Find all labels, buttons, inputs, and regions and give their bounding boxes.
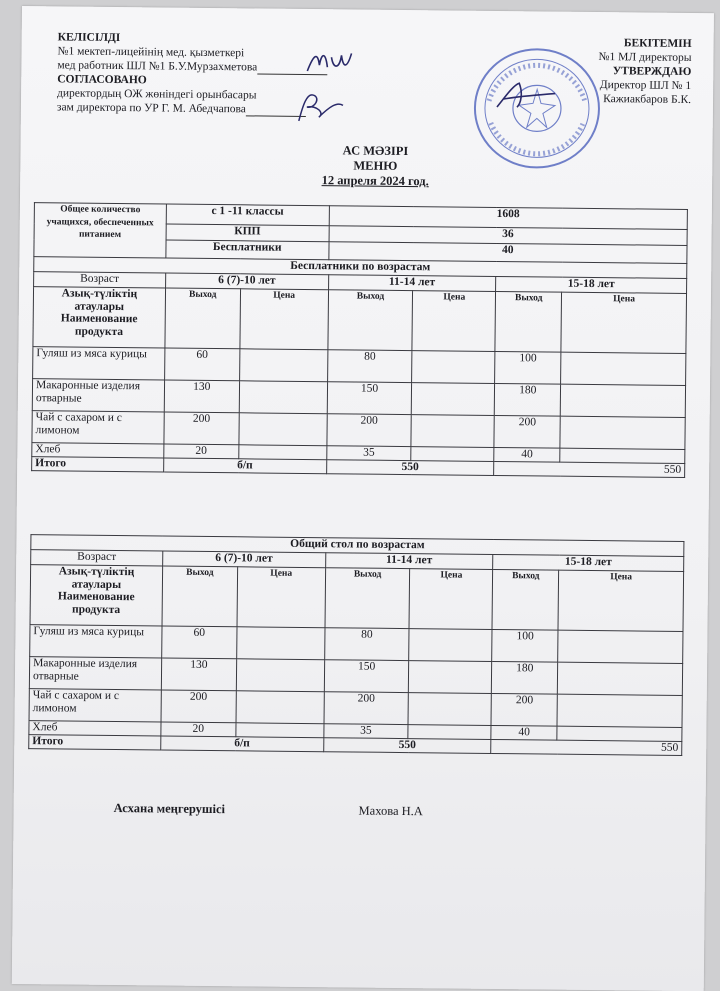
total-value: 550 [323, 738, 491, 754]
menu-title [250, 142, 500, 190]
output-value: 100 [495, 351, 561, 384]
product-name: Чай с сахаром и с лимоном [32, 411, 164, 444]
deputy-signature [293, 87, 353, 128]
age-group: 6 (7)-10 лет [163, 551, 326, 568]
output-value: 60 [162, 626, 237, 659]
med-worker-ru: мед работник ШЛ №1 Б.У.Мурзахметова [57, 58, 327, 75]
product-name: Хлеб [29, 721, 161, 736]
output-header: Выход [162, 566, 238, 627]
agreed-kz-label: КЕЛІСІЛДІ [57, 31, 121, 45]
price-header: Цена [561, 292, 686, 353]
output-value: 200 [161, 690, 236, 723]
age-label: Возраст [34, 272, 166, 288]
total-value: 550 [494, 461, 685, 477]
product-name: Макаронные изделия отварные [29, 657, 161, 690]
output-value: 100 [492, 629, 558, 662]
output-value: 35 [326, 446, 411, 461]
price-header: Цена [558, 570, 683, 631]
total-label: Итого [29, 735, 161, 750]
approve-kz-label: БЕКІТЕМІН [623, 37, 692, 51]
canteen-head-name: Махова Н.А [358, 803, 423, 819]
canteen-head-label: Асхана меңгерушісі [113, 801, 226, 817]
summary-row-label: Бесплатники [166, 240, 329, 260]
age-group: 15-18 лет [496, 276, 687, 293]
output-value: 200 [491, 693, 557, 726]
med-worker-kz: №1 мектеп-лицейінің мед. қызметкері [57, 45, 245, 60]
output-value: 130 [164, 380, 239, 413]
product-name: Макаронные изделия отварные [32, 379, 164, 412]
age-group: 6 (7)-10 лет [165, 273, 328, 290]
menu-title-kz: АС МӘЗІРІ [342, 143, 409, 159]
output-header: Выход [325, 568, 410, 629]
total-label: Итого [32, 457, 164, 472]
output-value: 20 [161, 722, 236, 737]
approve-ru-label: УТВЕРЖДАЮ [612, 65, 692, 79]
total-value: 550 [491, 739, 682, 755]
output-header: Выход [328, 290, 413, 351]
price-header: Цена [409, 569, 492, 630]
output-value: 40 [494, 447, 560, 462]
summary-row-value: 36 [329, 226, 688, 246]
total-value: б/п [161, 736, 324, 752]
agreed-ru-label: СОГЛАСОВАНО [57, 73, 147, 87]
deputy-kz: директордың ОЖ жөніндегі орынбасары [57, 87, 257, 102]
summary-label: Общее количество учащихся, обеспеченных питанием [34, 203, 166, 258]
output-value: 200 [327, 414, 412, 447]
product-name: Гуляш из мяса курицы [30, 625, 162, 658]
approval-block-left [57, 30, 328, 117]
age-group: 15-18 лет [493, 554, 684, 571]
summary-row-value: 40 [328, 242, 687, 264]
output-header: Выход [165, 288, 241, 349]
age-label: Возраст [31, 550, 163, 566]
director-ru: Директор ШЛ № 1 [599, 79, 692, 93]
output-value: 80 [327, 350, 412, 383]
document-page [12, 6, 714, 991]
product-name: Чай с сахаром и с лимоном [29, 689, 161, 722]
menu-date: 12 апреля 2024 год. [321, 173, 429, 189]
summary-row-label: с 1 -11 классы [166, 204, 329, 226]
director-kz: №1 МЛ директоры [598, 51, 692, 65]
total-value: б/п [163, 458, 326, 474]
price-header: Цена [412, 291, 495, 352]
output-value: 40 [491, 725, 557, 740]
approval-block-right [501, 35, 692, 107]
table-title: Общий стол по возрастам [31, 535, 684, 557]
table-title: Бесплатники по возрастам [34, 257, 687, 279]
age-group: 11-14 лет [325, 553, 493, 570]
total-value: 550 [326, 460, 494, 476]
product-name: Хлеб [32, 443, 164, 458]
output-value: 200 [324, 692, 409, 725]
menu-title-ru: МЕНЮ [353, 158, 398, 173]
age-group: 11-14 лет [328, 275, 496, 292]
product-header: Азық-түліктің атаулары Наименование продукта [33, 287, 165, 348]
product-header: Азық-түліктің атаулары Наименование продукта [30, 565, 162, 626]
output-value: 180 [495, 383, 561, 416]
price-header: Цена [240, 289, 328, 350]
product-name: Гуляш из мяса курицы [33, 347, 165, 380]
output-value: 200 [494, 415, 560, 448]
output-value: 60 [164, 348, 239, 381]
director-name: Кажиакбаров Б.К. [603, 93, 692, 107]
price-header: Цена [237, 567, 325, 628]
output-value: 150 [327, 382, 412, 415]
summary-row-value: 1608 [329, 206, 688, 230]
output-value: 130 [161, 658, 236, 691]
output-header: Выход [492, 569, 559, 630]
output-value: 200 [164, 412, 239, 445]
output-value: 20 [164, 444, 239, 459]
output-value: 150 [324, 660, 409, 693]
summary-row-label: КПП [166, 224, 329, 242]
deputy-ru: зам директора по УР Г. М. Абедчапова [57, 100, 327, 117]
med-worker-signature [303, 45, 363, 80]
output-value: 80 [324, 628, 409, 661]
general-table [28, 534, 684, 756]
output-value: 180 [492, 661, 558, 694]
output-header: Выход [495, 291, 562, 352]
free-meals-table [31, 202, 688, 478]
output-value: 35 [323, 724, 408, 739]
